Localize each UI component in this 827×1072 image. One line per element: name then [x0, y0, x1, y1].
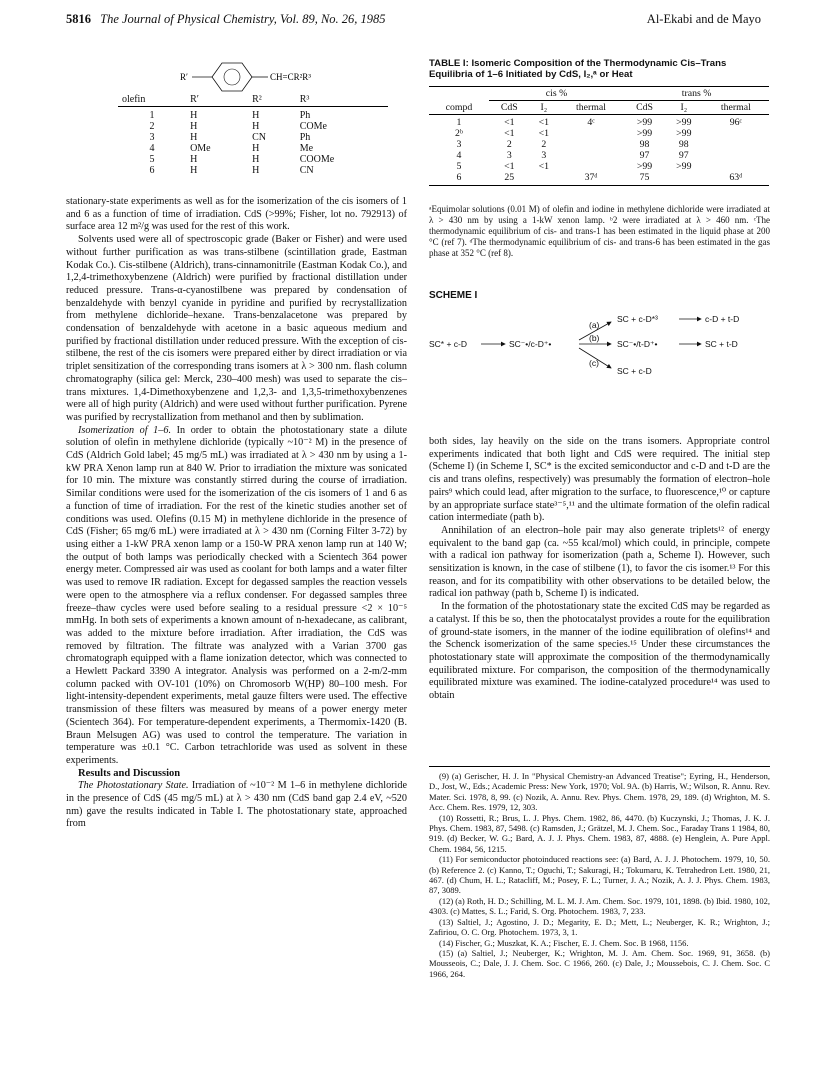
reference: (15) (a) Saltiel, J.; Neuberger, K.; Wrighton, M. J. Am. Chem. Soc. 1969, 91, 3658. (b) Mousseois, C.; Dale, J. J. Chem. Soc. C 1966, 260. (c) Dale, J.; Moussebois, C. J. Chem. Soc. C 1966, 264.	[429, 947, 770, 979]
path-c-label: (c)	[589, 358, 599, 368]
olefin-table	[118, 93, 388, 176]
table-1	[429, 86, 769, 186]
table-row: 3 H CN Ph	[149, 132, 311, 143]
left-column	[66, 196, 407, 831]
path-b-final: SC + t-D	[705, 339, 738, 349]
reference: (11) For semiconductor photoinduced reactions see: (a) Bard, A. J. J. Photochem. 1979, 10, 50. (b) Reference 2. (c) Kanno, T.; Oguchi, T.; Sakuragi, H.; Tokumaru, K. Tetrahedron Lett. 1980, 21, 467. (d) Chum, H. L.; Ratacliff, M.; Posey, F. L.; Turner, J. A.; Nozik, A. J. J. Phys. Chem. 1983, 87, 3089.	[429, 854, 770, 896]
scheme-intermediate: SC⁻•/c-D⁺•	[509, 339, 552, 349]
run-in-heading: Isomerization of 1–6.	[78, 424, 171, 436]
olefin-header: R′	[186, 93, 248, 107]
structure-r-prime: R′	[180, 72, 188, 82]
olefin-header: R²	[248, 93, 296, 107]
table-row: 2 H H COMe	[149, 121, 327, 132]
table-row: 4 3 3 97 97	[456, 150, 689, 161]
path-b-product: SC⁻•/t-D⁺•	[617, 339, 658, 349]
running-authors: Al-Ekabi and de Mayo	[646, 12, 761, 26]
column-header: thermal	[558, 101, 624, 115]
olefin-header: olefin	[118, 93, 186, 107]
scheme-start: SC* + c-D	[429, 339, 468, 349]
table-row: 2ᵇ <1 <1 >99 >99	[454, 128, 692, 139]
column-header: I₂	[530, 101, 558, 115]
section-heading: Results and Discussion	[78, 767, 181, 779]
table-footnote: ᵃEquimolar solutions (0.01 M) of olefin and iodine in methylene dichloride were irradiated at λ > 430 nm by using a 1-kW xenon lamp. ᵇ2 were irradiated at λ > 460 nm. ᶜThe thermodynamic equilibrium of cis- and trans-1 has been estimated in the liquid phase at 200 °C (ref 7). ᵈThe thermodynamic equilibrium of cis- and trans-6 has been estimated in the gas phase at 352 °C (ref 8).	[429, 204, 770, 258]
trans-group-header: trans %	[624, 87, 769, 101]
structure-substituent: CH=CR²R³	[270, 72, 311, 82]
page-number: 5816	[66, 12, 91, 26]
reference: (10) Rossetti, R.; Brus, L. J. Phys. Chem. 1982, 86, 4470. (b) Kuczynski, J.; Thomas, J. K. J. Phys. Chem. 1983, 87, 5498. (c) Ramsden, J.; Grätzel, M. J. Chem. Soc., Faraday Trans 1 1984, 80, 919. (d) Becker, W. G.; Bard, A. J. J. Phys. Chem. 1983, 87, 4888. (e) Henglein, A. Pure Appl. Chem. 1984, 56, 1215.	[429, 812, 770, 854]
column-header: thermal	[703, 101, 769, 115]
paragraph: Annihilation of an electron–hole pair may also generate triplets¹² of energy equivalent to the band gap (ca. ~55 kcal/mol) which could, in principle, compete with a radical ion pathway for isomerization (path a, Scheme I). However, such sensitization is known, in the case of stilbene (1), to favor the cis isomer.¹³ For this reason, and for its compatibility with other observations to be detailed below, the radical ion pathway (path b, Scheme I) is indicated.	[429, 524, 770, 600]
table-row: 5 <1 <1 >99 >99	[456, 161, 692, 172]
page-header	[66, 12, 761, 30]
table-row: 4 OMe H Me	[149, 143, 314, 154]
paragraph: both sides, lay heavily on the side on the trans isomers. Appropriate control experiments indicated that both light and CdS were required. The initial step (Scheme I) (in Scheme I, SC* is the excited semiconductor and c-D and t-D are the cis and trans olefins, respectively) was presumably the formation of electron–hole pairs⁹ which could lead, after migration to the surface, to fluorescence,¹⁰ or capture by an appropriate surface state³⁻⁵,¹¹ and the ultimate formation of the olefin radical cation intermediate (path b).	[429, 436, 770, 524]
table-row: 6 25 37ᵈ 75 63ᵈ	[429, 172, 769, 186]
column-header: CdS	[489, 101, 530, 115]
olefin-structure-diagram	[118, 60, 398, 94]
right-column	[429, 436, 770, 703]
cis-group-header: cis %	[489, 87, 624, 101]
path-a-final: c-D + t-D	[705, 314, 740, 324]
path-b-label: (b)	[589, 333, 600, 343]
scheme-label: SCHEME I	[429, 290, 478, 301]
benzene-ring	[212, 63, 252, 91]
paragraph: Solvents used were all of spectroscopic grade (Baker or Fisher) and were used without further purification as was trans-stilbene (scintillation grade, Eastman Kodak Co.). Cis-stilbene (Aldrich), trans-cinnamonitrile (Eastman Kodak Co.), and 1,2,4-trimethoxybenzene (Aldrich) were purified by fractional distillation under reduced pressure. Trans-α-cyanostilbene was prepared by condensation of benzaldehyde with benzyl cyanide in pyridine and purified by recrystallization from methylene dichloride–hexane. Trans-benzalacetone was prepared by condensation of benzaldehyde with acetone in a basic aqueous medium and purified by fractional distillation under reduced pressure. With the exception of cis-stilbene, the rest of the cis isomers were prepared either by direct irradiation or via triplet sensitization of the corresponding trans isomers at λ > 300 nm. flash column chromatography (silica gel: Merck, 230–400 mesh) was used to separate the cis–trans mixtures. 1,4-Dimethoxybenzene and 1,2,3- and 1,3,5-trimethoxybenzenes were all of high purity (Aldrich) and were used without further purification. Pyrene was purified by recrystallization from methanol and then by sublimation.	[66, 234, 407, 423]
reference: (9) (a) Gerischer, H. J. In "Physical Chemistry-an Advanced Treatise"; Eyring, H., Henderson, D., Jost, W., Eds.; Academic Press: New York, 1970; Vol. 9A. (b) Harris, W.; Wilson, R. Annu. Rev. Mater. Sci. 1978, 8, 99. (c) Nozik, A. Annu. Rev. Phys. Chem. 1978, 29, 189. (d) Wrighton, M. S. Acc. Chem. Res. 1979, 12, 303.	[429, 771, 770, 813]
path-a-product: SC + c-D*³	[617, 314, 658, 324]
reference: (14) Fischer, G.; Muszkat, K. A.; Fischer, E. J. Chem. Soc. B 1968, 1156.	[439, 937, 689, 948]
table-row: 6 H H CN	[149, 165, 314, 176]
table-row: 1 <1 <1 4ᶜ >99 >99 96ᶜ	[456, 117, 742, 128]
column-header: CdS	[624, 101, 665, 115]
olefin-header: R³	[296, 93, 388, 107]
table-row: 5 H H COOMe	[149, 154, 335, 165]
table-row: 1 H H Ph	[149, 110, 311, 121]
paragraph: The Photostationary State. Irradiation of ~10⁻² M 1–6 in methylene dichloride in the presence of CdS (45 mg/5 mL) at λ > 430 nm (CdS band gap 2.4 eV, ~520 nm) gave the results indicated in Table I. The photostationary state, approached from	[66, 780, 407, 830]
path-a-label: (a)	[589, 320, 600, 330]
paragraph: In the formation of the photostationary state the excited CdS may be regarded as a catalyst. If this be so, then the photocatalyst provides a route for the equilibration of ground-state isomers, in the manner of the iodine equilibration of olefins¹⁴ and the Schenck isomerization of the same species.¹⁵ Under these circumstances the photostationary state will approximate the composition of the thermodynamically equilibrated mixture. For comparison, the composition of the thermodynamically equilibrated mixture was examined. The iodine-catalyzed procedure¹⁴ was used to obtain	[429, 601, 770, 702]
paragraph: stationary-state experiments as well as for the isomerization of the cis isomers of 1 and 6 as a function of time of irradiation. CdS (>99%; Fisher, lot no. 792913) of surface area 12 m²/g was used for the rest of this work.	[66, 196, 407, 233]
references	[429, 766, 770, 979]
column-header: compd	[429, 101, 489, 115]
path-c-product: SC + c-D	[617, 366, 652, 376]
reference: (13) Saltiel, J.; Agostino, J. D.; Megarity, E. D.; Mett, L.; Neuberger, K. R.; Wrighton, J.; Zafiriou, O. C. Org. Photochem. 1973, 3, 1.	[429, 916, 770, 938]
run-in-heading: The Photostationary State.	[78, 780, 189, 792]
column-header: I₂	[665, 101, 703, 115]
reference: (12) (a) Roth, H. D.; Schilling, M. L. M. J. Am. Chem. Soc. 1979, 101, 1898. (b) Ibid. 1980, 102, 4303. (c) Mattes, S. L.; Farid, S. Org. Photochem. 1983, 7, 233.	[429, 895, 771, 917]
paragraph: Isomerization of 1–6. In order to obtain the photostationary state a dilute solution of olefin in methylene dichloride (typically ~10⁻² M) in the presence of CdS (Aldrich Gold label; 45 mg/5 mL) was irradiated at λ > 430 nm by using a 1-kW PRA Xenon lamp run at 840 W. Prior to irradiation the mixture was sonicated for 10 min. The mixture was constantly stirred during the course of irradiation. Similar conditions were used for the isomerization of the cis isomers of 1 and 6 as a function of time of irradiation. For the rest of the kinetic studies another set of conditions was used. Olefins (0.15 M) in methylene dichloride in the presence of CdS (Fisher; 65 mg/6 mL) were irradiated at λ > 430 nm (Corning Filter 3-72) by using either a 1-kW PRA xenon lamp or a 150-W PRA xenon lamp run at 140 W; the output of both lamps was periodically checked with a Scientech 364 power energy meter. Compressed air was used as coolant for both lamps and a water filter was used to remove IR radiation. Except for degassed samples the reaction vessels were open to the atmosphere via a reflux condenser. For degassed samples three freeze–thaw cycles were used before sealing to a residual pressure <2 × 10⁻⁵ mmHg. In both sets of experiments a known amount of n-hexadecane, as calibrant, was added to the mixture before irradiation. After irradiation, the CdS was removed by filtration. The filtrate was analyzed with a Varian 3700 gas chromatograph equipped with a flame ionization detector, which was connected to a Hewlett Packard 3390 A integrator. Analysis was performed on a 2-m/2-mm column packed with OV-101 (10%) on Chromosorb W(HP) 80–100 mesh. For light-intensity-dependent experiments, metal gauze filters were used. The effective transmission of these filters was measured by means of a power energy meter (Scientech 364). For temperature-dependent experiments, a Thermomix-1420 (B. Braun Melsugen AG) was used to control the temperature. The variation in temperature was ±0.1 °C. Carbon tetrachloride was used as solvent in these experiments.	[66, 424, 407, 766]
table-title: TABLE I: Isomeric Composition of the Thermodynamic Cis–Trans Equilibria of 1–6 Initiated by CdS, I₂,ᵃ or Heat	[429, 58, 727, 80]
journal-title: The Journal of Physical Chemistry, Vol. 89, No. 26, 1985	[100, 12, 386, 26]
scheme-diagram	[429, 308, 770, 380]
table-row: 3 2 2 98 98	[456, 139, 689, 150]
